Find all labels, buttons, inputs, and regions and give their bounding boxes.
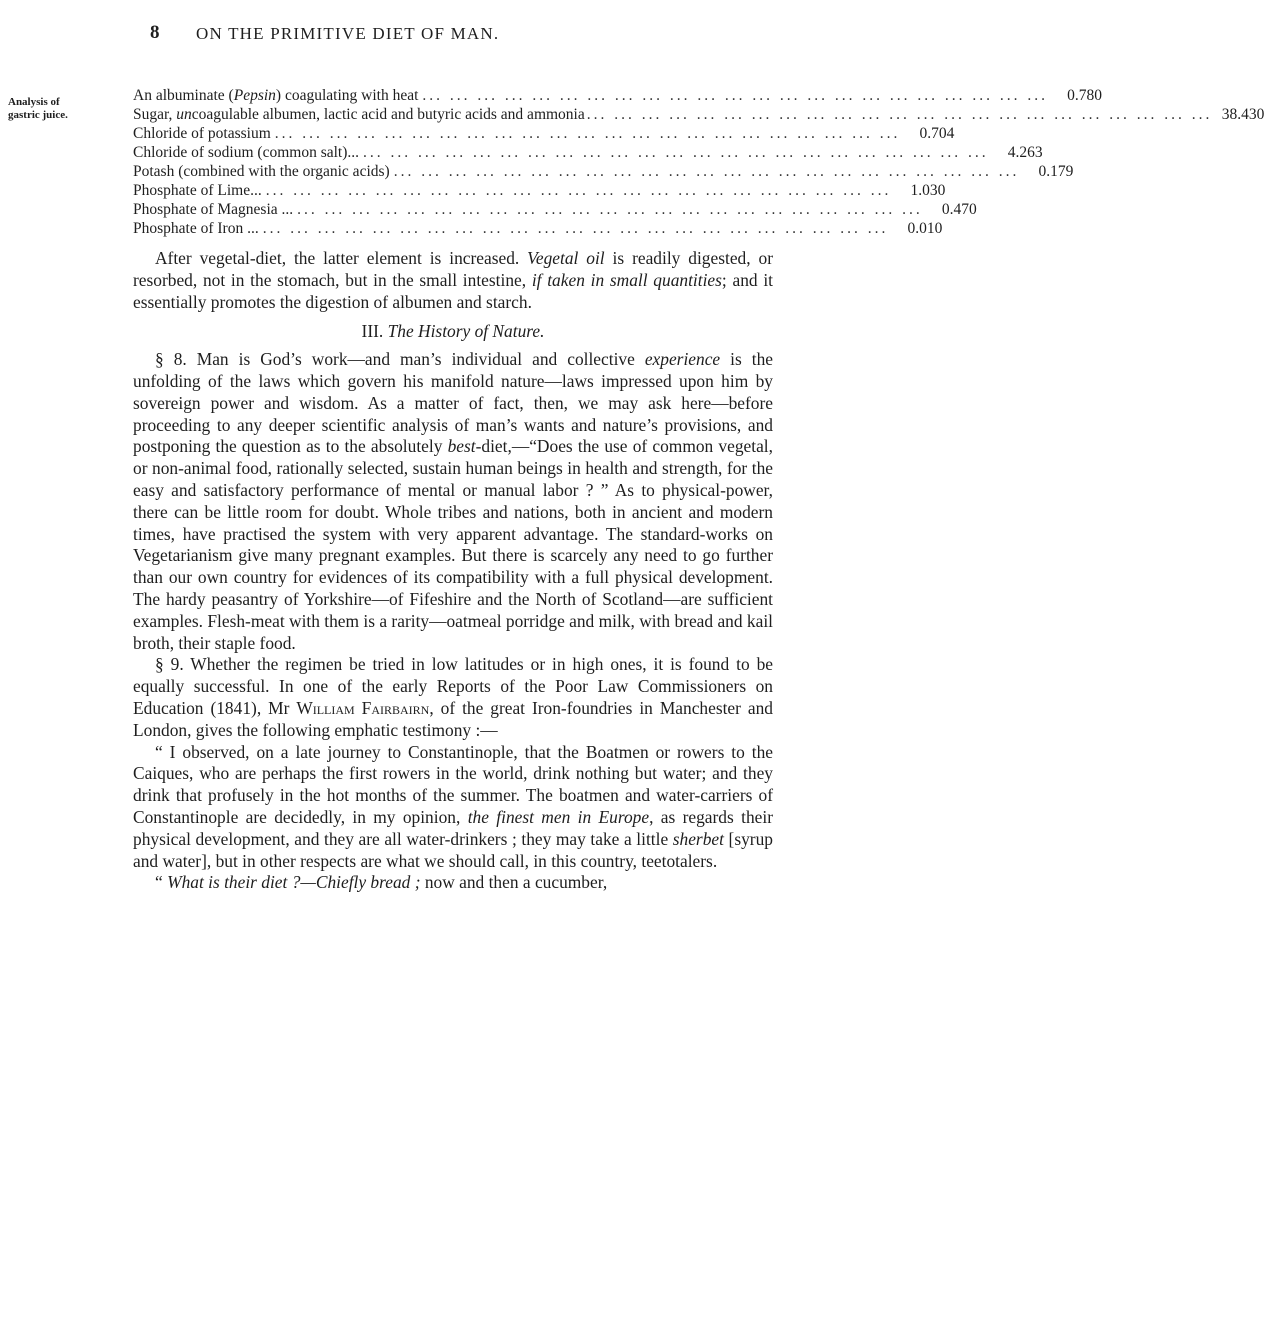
margin-note — [8, 96, 88, 122]
substance-name: Phosphate of Lime... — [133, 182, 262, 199]
margin-note-line: Analysis of — [8, 96, 60, 108]
dot-leader — [359, 143, 993, 162]
substance-value: 4.263 — [1007, 144, 1043, 161]
substance-value: 0.470 — [941, 201, 977, 218]
substance-value: 1.030 — [910, 182, 946, 199]
table-row — [133, 143, 1043, 162]
gastric-juice-analysis-table — [133, 86, 1264, 238]
dot-leader — [262, 181, 896, 200]
paragraph-vegetal-oil: After vegetal-diet, the latter element is increased. Vegetal oil is readily digested, or resorbed, not in the stomach, but in the small intestine, if taken in small quantities; and it essentially promotes the digestion of albumen and starch. — [133, 248, 773, 312]
paragraph-section-9: § 9. Whether the regimen be tried in low latitudes or in high ones, it is found to be equally successful. In one of the early Reports of the Poor Law Commissioners on Education (1841), Mr William Fairbairn, of the great Iron-foundries in Manchester and London, gives the following emphatic testimony :— — [133, 654, 773, 740]
body-text — [133, 248, 773, 894]
substance-value: 38.430 — [1221, 106, 1264, 123]
substance-value: 0.780 — [1067, 87, 1103, 104]
running-head: ON THE PRIMITIVE DIET OF MAN. — [196, 24, 500, 43]
substance-name: Chloride of potassium — [133, 125, 271, 142]
table-row — [133, 86, 1103, 105]
dot-leader — [259, 219, 893, 238]
paragraph-section-8: § 8. Man is God’s work—and man’s individual and collective experience is the unfolding of the laws which govern his manifold nature—laws impressed upon him by sovereign power and wisdom. As a matter of fact, then, we may ask here—before proceeding to any deeper scientific analysis of man’s wants and nature’s provisions, and postponing the question as to the absolutely best-diet,—“Does the use of common vegetal, or non-animal food, rationally selected, sustain human beings in health and strength, for the easy and satisfactory performance of mental or manual labor ? ” As to physical-power, there can be little room for doubt. Whole tribes and nations, both in ancient and modern times, have practised the system with very apparent advantage. The standard-works on Vegetarianism give many pregnant examples. But there is scarcely any need to go further than our own country for evidences of its compatibility with a full physical development. The hardy peasantry of Yorkshire—of Fifeshire and the North of Scotland—are sufficient examples. Flesh-meat with them is a rarity—oatmeal porridge and milk, with bread and kail broth, their staple food. — [133, 349, 773, 653]
substance-name: Phosphate of Magnesia ... — [133, 201, 294, 218]
paragraph-quotation-continued: “ What is their diet ?—Chiefly bread ; now and then a cucumber, — [155, 872, 608, 893]
table-row — [133, 200, 977, 219]
substance-value: 0.010 — [907, 220, 943, 237]
table-row — [133, 124, 955, 143]
substance-name: Potash (combined with the organic acids) — [133, 163, 390, 180]
paragraph-quotation: “ I observed, on a late journey to Constantinople, that the Boatmen or rowers to the Caiques, who are perhaps the first rowers in the world, drink nothing but water; and they drink that profusely in the hot months of the summer. The boatmen and water-carriers of Constantinople are decidedly, in my opinion, the finest men in Europe, as regards their physical development, and they are all water-drinkers ; they may take a little sherbet [syrup and water], but in other respects are what we should call, in this country, teetotalers. — [133, 741, 773, 871]
substance-name: An albuminate (Pepsin) coagulating with heat — [133, 87, 419, 104]
page-number: 8 — [150, 22, 160, 43]
dot-leader — [390, 162, 1024, 181]
substance-value: 0.179 — [1038, 163, 1074, 180]
table-row — [133, 162, 1074, 181]
dot-leader — [293, 200, 927, 219]
dot-leader — [271, 124, 905, 143]
substance-name: Sugar, uncoagulable albumen, lactic acid and butyric acids and ammonia — [133, 106, 585, 123]
dot-leader — [585, 105, 1215, 124]
substance-name: Phosphate of Iron ... — [133, 220, 259, 237]
dot-leader — [418, 86, 1052, 105]
substance-name: Chloride of sodium (common salt)... — [133, 144, 360, 161]
table-row — [133, 181, 946, 200]
table-row — [133, 219, 943, 238]
table-row — [133, 105, 1264, 124]
substance-value: 0.704 — [919, 125, 955, 142]
section-heading: III. The History of Nature. — [361, 321, 545, 342]
margin-note-line: gastric juice. — [8, 109, 68, 121]
